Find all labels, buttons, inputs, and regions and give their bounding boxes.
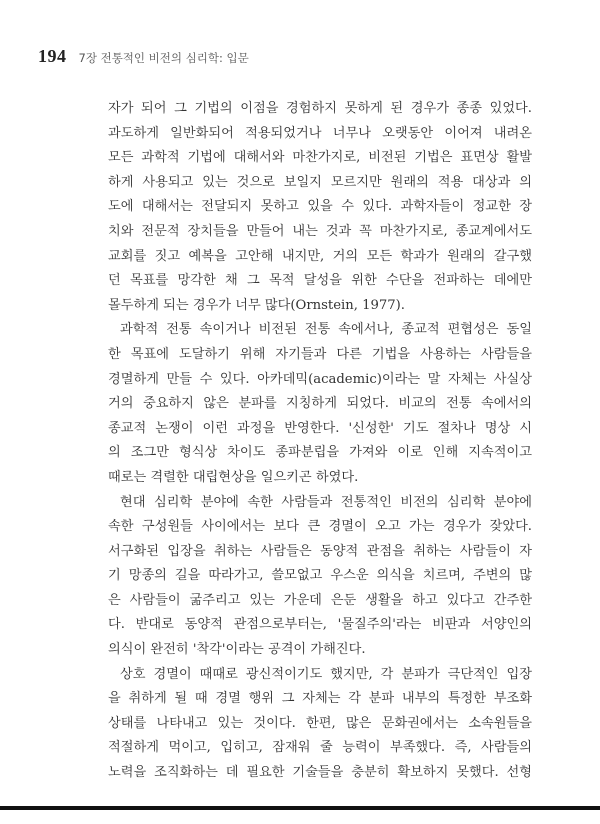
text-line: 경멸하게 만들 수 있다. 아카데믹(academic)이라는 말 자체는 사실상 xyxy=(108,371,532,387)
paragraph xyxy=(108,491,532,663)
text-line: 은 사람들이 굶주리고 있는 가운데 은둔 생활을 하고 있다고 간주한 xyxy=(108,592,532,608)
text-line: 다. 반대로 동양적 관점으로부터는, '물질주의'라는 비판과 서양인의 xyxy=(108,617,532,633)
text-line: 치와 전문적 장치들을 만들어 내는 것과 꼭 마찬가지로, 종교계에서도 xyxy=(108,223,532,239)
page-number: 194 xyxy=(38,46,67,66)
text-line: 거의 중요하지 않은 분파를 지칭하게 되었다. 비교의 전통 속에서의 xyxy=(108,396,532,412)
text-line: 던 목표를 망각한 채 그 목적 달성을 위한 수단을 전파하는 데에만 xyxy=(108,273,532,289)
text-line: 상호 경멸이 때때로 광신적이기도 했지만, 각 분파가 극단적인 입장 xyxy=(120,666,532,682)
text-line: 교회를 짓고 예복을 고안해 내지만, 거의 모든 학과가 원래의 갈구했 xyxy=(108,248,532,264)
text-line: 때로는 격렬한 대립현상을 일으키곤 하였다. xyxy=(108,469,359,485)
paragraph xyxy=(108,663,532,786)
paragraph xyxy=(108,318,532,490)
text-line: 서구화된 입장을 취하는 사람들은 동양적 관점을 취하는 사람들이 자 xyxy=(108,543,532,559)
text-line: 노력을 조직화하는 데 필요한 기술들을 충분히 확보하지 못했다. 선형 xyxy=(108,765,532,781)
text-line: 적절하게 먹이고, 입히고, 잠재워 줄 능력이 부족했다. 즉, 사람들의 xyxy=(108,740,532,756)
text-line: 의 조그만 형식상 차이도 종파분립을 가져와 이로 인해 지속적이고 xyxy=(108,445,532,461)
text-line: 기 망종의 길을 따라가고, 쓸모없고 우스운 의식을 치르며, 주변의 많 xyxy=(108,568,532,584)
bottom-border xyxy=(0,806,600,810)
text-line: 도에 대해서는 전달되지 못하고 있을 수 있다. 과학자들이 정교한 장 xyxy=(108,199,532,215)
text-line: 을 취하게 될 때 경멸 행위 그 자체는 각 분파 내부의 특정한 부조화 xyxy=(108,691,532,707)
text-line: 몰두하게 되는 경우가 너무 많다(Ornstein, 1977). xyxy=(108,297,405,313)
text-line: 모든 과학적 기법에 대해서와 마찬가지로, 비전된 기법은 표면상 활발 xyxy=(108,150,532,166)
text-line: 과도하게 일반화되어 적용되었거나 너무나 오랫동안 이어져 내려온 xyxy=(108,125,532,141)
paragraph xyxy=(108,97,532,318)
text-line: 속한 구성원들 사이에서는 보다 큰 경멸이 오고 가는 경우가 잦았다. xyxy=(108,519,532,535)
text-line: 종교적 논쟁이 이런 과정을 반영한다. '신성한' 기도 절차나 명상 시 xyxy=(108,420,532,436)
text-line: 한 목표에 도달하기 위해 자기들과 다른 기법을 사용하는 사람들을 xyxy=(108,346,532,362)
page-header xyxy=(38,46,578,76)
text-line: 현대 심리학 분야에 속한 사람들과 전통적인 비전의 심리학 분야에 xyxy=(120,494,532,510)
text-line: 자가 되어 그 기법의 이점을 경험하지 못하게 된 경우가 종종 있었다. xyxy=(108,101,532,116)
text-line: 의식이 완전히 '착각'이라는 공격이 가해진다. xyxy=(108,642,366,658)
text-line: 상태를 나타내고 있는 것이다. 한편, 많은 문화권에서는 소속원들을 xyxy=(108,715,532,731)
text-line: 과학적 전통 속이거나 비전된 전통 속에서나, 종교적 편협성은 동일 xyxy=(120,322,532,338)
text-line: 하게 사용되고 있는 것으로 보일지 모르지만 원래의 적용 대상과 의 xyxy=(108,174,532,190)
body-text xyxy=(108,97,532,786)
running-head: 7장 전통적인 비전의 심리학: 입문 xyxy=(78,51,249,65)
